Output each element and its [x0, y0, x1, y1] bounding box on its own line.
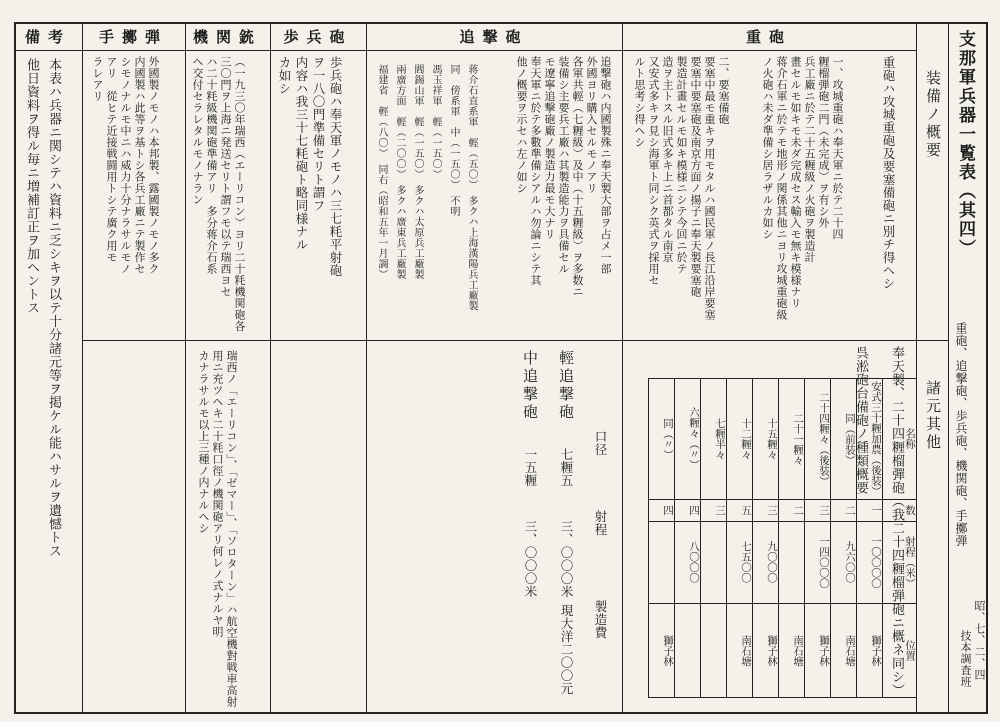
light-mortar-caliber: 七糎五	[559, 448, 574, 487]
heavy-artillery-spec-title: 奉天製、二十四糎榴彈砲（我二十四糎榴弾砲ニ概ネ同シ）	[889, 346, 904, 697]
table-header-cell: 射程（米）	[883, 521, 917, 603]
table-cell: 二	[779, 499, 805, 521]
table-cell	[649, 521, 675, 603]
heavy-artillery-siege: 一、攻城重砲ハ奉天軍ニ於テ二十四 糎榴弾砲二門（未完成）ヲ有シ外 兵工廠ニ於テ二十五糎級ノ火砲ヲ製造計 畫セルモ如キモ未ダ完成セス輸入モ無キ模様ナリ 蒋介石軍ニ於テモ地形ノ関係其他ニヨリ攻城重砲級 ノ火砲ハ未ダ準備シ居ラザルカ如シ	[761, 56, 844, 321]
table-cell: 二十四糎々（後装）	[805, 379, 831, 500]
table-cell: 南石塘	[779, 603, 805, 698]
col-divider	[82, 22, 83, 714]
grenade-overview: 外國製ノモノハ本邦製、露國製ノモノ多ク 内國製ハ此等ヲ基トシ各兵工廠ニテ製作セ シモノナルモ中ニハ威力十分ナラサルモノ アリ 從ヒテ近接戦闘用トシテ廣ク用モ ラレアリ	[91, 56, 160, 275]
table-cell: 七糎半々	[701, 379, 727, 500]
table-cell: 十二糎々	[727, 379, 753, 500]
medium-mortar-range: 三、〇〇〇米	[523, 520, 538, 598]
table-cell: 一四〇〇〇	[805, 521, 831, 603]
table-cell: 三	[805, 499, 831, 521]
header-machine-cannon: 機関銃	[192, 28, 262, 46]
table-cell: 一	[857, 499, 883, 521]
table-cell: 四	[649, 499, 675, 521]
document-subtitle: 重砲、追撃砲、歩兵砲、機関砲、手擲弾	[954, 322, 968, 547]
header-infantry-gun: 歩兵砲	[283, 28, 353, 46]
col-divider	[270, 22, 271, 714]
table-cell: 同（〃）	[649, 379, 675, 500]
table-cell	[675, 603, 701, 698]
mortar-col-range: 射程	[593, 510, 608, 536]
table-header-cell: 名称	[883, 379, 917, 500]
table-cell	[779, 521, 805, 603]
light-mortar-label: 輕追撃砲	[557, 350, 575, 422]
mortar-col-caliber: 口径	[593, 430, 608, 456]
table-cell: 六糎々（〃）	[675, 379, 701, 500]
heavy-artillery-fortress: 二、要塞備砲 要塞中最モ重キヲ用モタルハ國民軍ノ長江沿岸要塞 要塞中要塞砲及南京方面ノ揚子ニ奉天製要塞砲 製造計畫セルモ如キ模様ニシテ今回ニ於テ 造ヲ主トスル旧式多キ上ニ首都タル南京 又安式多キヲ見シ海軍ト同シク英式ヲ採用セ ルト思考シ得ヘシ	[633, 56, 730, 321]
machine-cannon-overview: （一九三〇年瑞西（エーリコン）ヨリ二十粍機関砲各 三〇門ヲ上海ニ発送セリト謂フモ以テ瑞西ヨセ ハ二十粍級機関砲準備アリ 多分蒋介石系 ヘ交付セラレタルモノナラン	[191, 56, 246, 332]
table-cell: 獅子林	[649, 603, 675, 698]
col-divider	[185, 22, 186, 714]
col-divider	[366, 22, 367, 714]
table-cell: 五	[727, 499, 753, 521]
table-cell: 七五〇〇	[727, 521, 753, 603]
document-title: 支那軍兵器一覧表（其四）	[955, 30, 975, 258]
mortar-factories: 蒋介石直系軍 輕（五〇） 多クハ上海漢陽兵工廠製 同 傍系軍 中（一五〇） 不明 馮玉祥軍 輕（一五〇） 閻錫山軍 輕（一五〇） 多クハ太原兵工廠製 兩廣方面 輕（二〇〇） 多クハ廣東兵工廠製 福建省 輕（八〇） 同右（昭和五年一月調）	[376, 64, 477, 311]
machine-cannon-spec-note: 瑞西ノ「エーリコン」、「ゼマー」、「ソロターン」ハ航空機對戦車高射 用ニ充ツヘキ二十粍口徑ノ機関砲アリ何レノ式ナルヤ明 カナラサルモ以上三種ノ内ナルヘシ	[197, 350, 238, 708]
row-label-specs: 諸元其他	[924, 380, 942, 452]
fortress-armament-table	[648, 378, 917, 698]
infantry-gun-overview: 歩兵砲ハ奉天軍ノモノハ三七粍平射砲 ヲ一八〇門準備セリト謂フ 内容ハ我三十七粍砲ト略同様ナル カ如シ	[277, 56, 343, 277]
header-remarks: 備考	[24, 28, 71, 46]
date-note: 昭、七、二、四	[973, 600, 986, 681]
table-cell: 四	[675, 499, 701, 521]
table-cell: 同（前装）	[831, 379, 857, 500]
table-cell: 三	[753, 499, 779, 521]
table-cell	[701, 521, 727, 603]
light-mortar-range: 三、〇〇〇米	[559, 520, 574, 598]
fortress-spec-title: 呉淞砲台備砲ノ種類概要	[853, 346, 868, 495]
table-cell: 南石塘	[727, 603, 753, 698]
header-mortar: 追撃砲	[459, 28, 529, 46]
header-rule	[14, 50, 916, 51]
table-cell: 三	[701, 499, 727, 521]
table-cell	[701, 603, 727, 698]
table-cell: 獅子林	[753, 603, 779, 698]
light-mortar-cost: 現大洋二〇〇元	[559, 604, 574, 695]
table-cell: 獅子林	[857, 603, 883, 698]
table-cell: 安式三十糎加農（後装）	[857, 379, 883, 500]
table-header-cell: 数	[883, 499, 917, 521]
table-cell: 二	[831, 499, 857, 521]
header-heavy-artillery: 重砲	[745, 28, 792, 46]
heavy-artillery-intro: 重砲ハ攻城重砲及要塞備砲ニ別チ得ヘシ	[881, 56, 896, 290]
table-cell: 八〇〇〇	[675, 521, 701, 603]
medium-mortar-caliber: 一五糎	[523, 448, 538, 487]
table-cell: 十五糎々	[753, 379, 779, 500]
table-header-cell: 位置	[883, 603, 917, 698]
table-cell: 一〇〇〇〇	[857, 521, 883, 603]
table-cell: 南石塘	[831, 603, 857, 698]
row-label-overview: 装備ノ概要	[924, 70, 942, 160]
table-cell: 九〇〇〇	[753, 521, 779, 603]
table-cell: 九六〇〇	[831, 521, 857, 603]
col-divider	[948, 22, 949, 714]
remarks-text: 本表ハ兵器ニ関シテハ資料ニ乏シキヲ以テ十分諸元等ヲ掲ケル能ハサルヲ遺憾トス 他日資料ヲ得ル毎ニ増補訂正ヲ加ヘントス	[24, 58, 61, 558]
table-cell: 獅子林	[805, 603, 831, 698]
mortar-col-cost: 製造費	[593, 600, 608, 639]
mortar-overview: 追撃砲ハ内國製殊ニ奉天製大部ヲ占メ一部 外國ヨリ購入セルモノアリ 各軍共輕（七糎級）及中（十五糎級）ヲ多数ニ 装備シ主要兵工廠ハ其製造能力ヲ具備セル モ遼寧追撃砲廠ノ製造力最モ大ナリ 奉天軍ニ於テ多數準備シアルハ勿論ニシテ其 他ノ概要ヲ示セハ左ノ如シ	[515, 56, 612, 298]
header-grenade: 手擲弾	[98, 28, 168, 46]
section-rule	[82, 340, 948, 341]
col-divider	[622, 22, 623, 714]
medium-mortar-label: 中追撃砲	[521, 350, 539, 422]
table-cell: 二十一糎々	[779, 379, 805, 500]
issuer: 技本調査班	[959, 630, 972, 688]
